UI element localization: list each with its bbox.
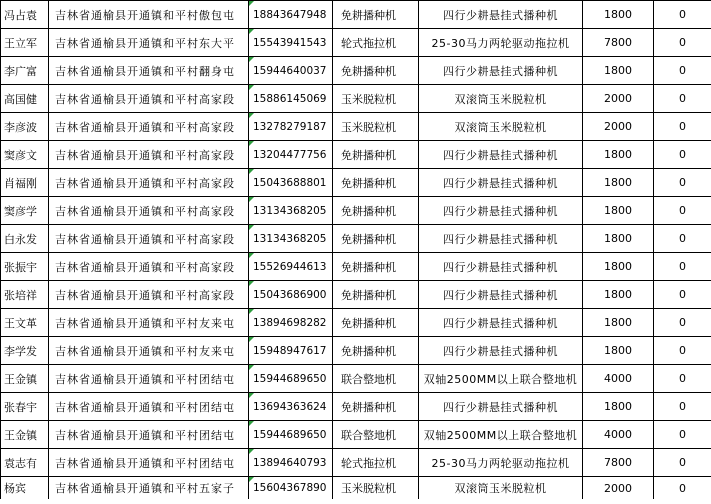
extra-amount-cell: 0: [654, 393, 711, 421]
address-cell: 吉林省通榆县开通镇和平村东大平: [49, 29, 249, 57]
address-cell: 吉林省通榆县开通镇和平村团结屯: [49, 421, 249, 449]
table-row: [1, 29, 711, 57]
address-cell: 吉林省通榆县开通镇和平村高家段: [49, 225, 249, 253]
name-cell: 杨宾: [1, 477, 49, 500]
name-cell: 李学发: [1, 337, 49, 365]
subsidy-amount-cell: 1800: [583, 141, 654, 169]
table-row: [1, 337, 711, 365]
subsidy-amount-cell: 2000: [583, 113, 654, 141]
phone-cell: 15886145069: [249, 85, 333, 113]
table-row: [1, 393, 711, 421]
address-cell: 吉林省通榆县开通镇和平村团结屯: [49, 365, 249, 393]
name-cell: 王金镇: [1, 365, 49, 393]
machine-type-cell: 轮式拖拉机: [333, 449, 419, 477]
table-row: [1, 85, 711, 113]
phone-cell: 15526944613: [249, 253, 333, 281]
name-cell: 王文革: [1, 309, 49, 337]
subsidy-amount-cell: 2000: [583, 477, 654, 500]
subsidy-amount-cell: 1800: [583, 309, 654, 337]
address-cell: 吉林省通榆县开通镇和平村高家段: [49, 253, 249, 281]
name-cell: 张培祥: [1, 281, 49, 309]
phone-cell: 13694363624: [249, 393, 333, 421]
machine-model-cell: 双轴2500MM以上联合整地机: [419, 421, 583, 449]
machine-type-cell: 免耕播种机: [333, 253, 419, 281]
name-cell: 王金镇: [1, 421, 49, 449]
table-row: [1, 421, 711, 449]
machine-type-cell: 玉米脱粒机: [333, 113, 419, 141]
address-cell: 吉林省通榆县开通镇和平村高家段: [49, 169, 249, 197]
extra-amount-cell: 0: [654, 141, 711, 169]
extra-amount-cell: 0: [654, 113, 711, 141]
extra-amount-cell: 0: [654, 337, 711, 365]
extra-amount-cell: 0: [654, 449, 711, 477]
machine-type-cell: 免耕播种机: [333, 309, 419, 337]
table-row: [1, 225, 711, 253]
name-cell: 张振宇: [1, 253, 49, 281]
phone-cell: 15948947617: [249, 337, 333, 365]
machine-type-cell: 免耕播种机: [333, 337, 419, 365]
phone-cell: 15944640037: [249, 57, 333, 85]
machine-type-cell: 免耕播种机: [333, 1, 419, 29]
name-cell: 李彦波: [1, 113, 49, 141]
machine-type-cell: 轮式拖拉机: [333, 29, 419, 57]
machine-type-cell: 联合整地机: [333, 421, 419, 449]
phone-cell: 18843647948: [249, 1, 333, 29]
address-cell: 吉林省通榆县开通镇和平村友来屯: [49, 309, 249, 337]
address-cell: 吉林省通榆县开通镇和平村友来屯: [49, 337, 249, 365]
subsidy-amount-cell: 1800: [583, 225, 654, 253]
subsidy-amount-cell: 1800: [583, 197, 654, 225]
subsidy-amount-cell: 1800: [583, 169, 654, 197]
name-cell: 白永发: [1, 225, 49, 253]
machine-type-cell: 免耕播种机: [333, 197, 419, 225]
machine-model-cell: 四行少耕悬挂式播种机: [419, 393, 583, 421]
machine-type-cell: 联合整地机: [333, 365, 419, 393]
phone-cell: 13134368205: [249, 197, 333, 225]
name-cell: 高国健: [1, 85, 49, 113]
table-row: [1, 365, 711, 393]
machine-model-cell: 双轴2500MM以上联合整地机: [419, 365, 583, 393]
extra-amount-cell: 0: [654, 1, 711, 29]
table-row: [1, 113, 711, 141]
machine-type-cell: 免耕播种机: [333, 57, 419, 85]
table-row: [1, 253, 711, 281]
extra-amount-cell: 0: [654, 169, 711, 197]
table-row: [1, 169, 711, 197]
subsidy-amount-cell: 1800: [583, 57, 654, 85]
name-cell: 冯占袁: [1, 1, 49, 29]
subsidy-amount-cell: 1800: [583, 393, 654, 421]
table-row: [1, 449, 711, 477]
subsidy-amount-cell: 7800: [583, 29, 654, 57]
address-cell: 吉林省通榆县开通镇和平村团结屯: [49, 393, 249, 421]
address-cell: 吉林省通榆县开通镇和平村团结屯: [49, 449, 249, 477]
name-cell: 李广富: [1, 57, 49, 85]
address-cell: 吉林省通榆县开通镇和平村五家子: [49, 477, 249, 500]
phone-cell: 13894698282: [249, 309, 333, 337]
machine-model-cell: 25-30马力两轮驱动拖拉机: [419, 449, 583, 477]
table-row: [1, 281, 711, 309]
extra-amount-cell: 0: [654, 365, 711, 393]
table-row: [1, 1, 711, 29]
address-cell: 吉林省通榆县开通镇和平村高家段: [49, 85, 249, 113]
name-cell: 窦彦学: [1, 197, 49, 225]
extra-amount-cell: 0: [654, 57, 711, 85]
machine-model-cell: 四行少耕悬挂式播种机: [419, 169, 583, 197]
extra-amount-cell: 0: [654, 225, 711, 253]
extra-amount-cell: 0: [654, 309, 711, 337]
table-row: [1, 309, 711, 337]
address-cell: 吉林省通榆县开通镇和平村高家段: [49, 197, 249, 225]
extra-amount-cell: 0: [654, 29, 711, 57]
machine-model-cell: 四行少耕悬挂式播种机: [419, 141, 583, 169]
address-cell: 吉林省通榆县开通镇和平村傲包屯: [49, 1, 249, 29]
machine-model-cell: 四行少耕悬挂式播种机: [419, 57, 583, 85]
phone-cell: 13278279187: [249, 113, 333, 141]
table-body: [1, 1, 711, 500]
phone-cell: 15944689650: [249, 421, 333, 449]
extra-amount-cell: 0: [654, 281, 711, 309]
subsidy-amount-cell: 4000: [583, 365, 654, 393]
table-row: [1, 141, 711, 169]
machine-type-cell: 玉米脱粒机: [333, 85, 419, 113]
address-cell: 吉林省通榆县开通镇和平村高家段: [49, 141, 249, 169]
name-cell: 王立军: [1, 29, 49, 57]
machine-model-cell: 25-30马力两轮驱动拖拉机: [419, 29, 583, 57]
extra-amount-cell: 0: [654, 197, 711, 225]
phone-cell: 15043688801: [249, 169, 333, 197]
machine-type-cell: 玉米脱粒机: [333, 477, 419, 500]
machine-model-cell: 四行少耕悬挂式播种机: [419, 309, 583, 337]
extra-amount-cell: 0: [654, 253, 711, 281]
machine-model-cell: 四行少耕悬挂式播种机: [419, 225, 583, 253]
name-cell: 肖福刚: [1, 169, 49, 197]
machine-model-cell: 四行少耕悬挂式播种机: [419, 281, 583, 309]
address-cell: 吉林省通榆县开通镇和平村高家段: [49, 113, 249, 141]
extra-amount-cell: 0: [654, 477, 711, 500]
extra-amount-cell: 0: [654, 85, 711, 113]
phone-cell: 15944689650: [249, 365, 333, 393]
name-cell: 张春宇: [1, 393, 49, 421]
subsidy-amount-cell: 1800: [583, 281, 654, 309]
machine-model-cell: 双滚筒玉米脱粒机: [419, 113, 583, 141]
subsidy-amount-cell: 2000: [583, 85, 654, 113]
address-cell: 吉林省通榆县开通镇和平村高家段: [49, 281, 249, 309]
subsidy-amount-cell: 1800: [583, 1, 654, 29]
phone-cell: 13894640793: [249, 449, 333, 477]
machine-type-cell: 免耕播种机: [333, 281, 419, 309]
machine-model-cell: 四行少耕悬挂式播种机: [419, 1, 583, 29]
machine-type-cell: 免耕播种机: [333, 141, 419, 169]
machine-model-cell: 双滚筒玉米脱粒机: [419, 85, 583, 113]
subsidy-amount-cell: 1800: [583, 253, 654, 281]
machine-model-cell: 四行少耕悬挂式播种机: [419, 253, 583, 281]
extra-amount-cell: 0: [654, 421, 711, 449]
machine-type-cell: 免耕播种机: [333, 393, 419, 421]
table-row: [1, 477, 711, 500]
subsidy-amount-cell: 4000: [583, 421, 654, 449]
address-cell: 吉林省通榆县开通镇和平村翻身屯: [49, 57, 249, 85]
machine-type-cell: 免耕播种机: [333, 225, 419, 253]
phone-cell: 13204477756: [249, 141, 333, 169]
phone-cell: 15543941543: [249, 29, 333, 57]
table-row: [1, 57, 711, 85]
phone-cell: 13134368205: [249, 225, 333, 253]
table-row: [1, 197, 711, 225]
machine-model-cell: 四行少耕悬挂式播种机: [419, 197, 583, 225]
machine-model-cell: 双滚筒玉米脱粒机: [419, 477, 583, 500]
name-cell: 袁志有: [1, 449, 49, 477]
subsidy-amount-cell: 1800: [583, 337, 654, 365]
subsidy-amount-cell: 7800: [583, 449, 654, 477]
phone-cell: 15604367890: [249, 477, 333, 500]
name-cell: 窦彦文: [1, 141, 49, 169]
phone-cell: 15043686900: [249, 281, 333, 309]
machine-model-cell: 四行少耕悬挂式播种机: [419, 337, 583, 365]
machine-type-cell: 免耕播种机: [333, 169, 419, 197]
